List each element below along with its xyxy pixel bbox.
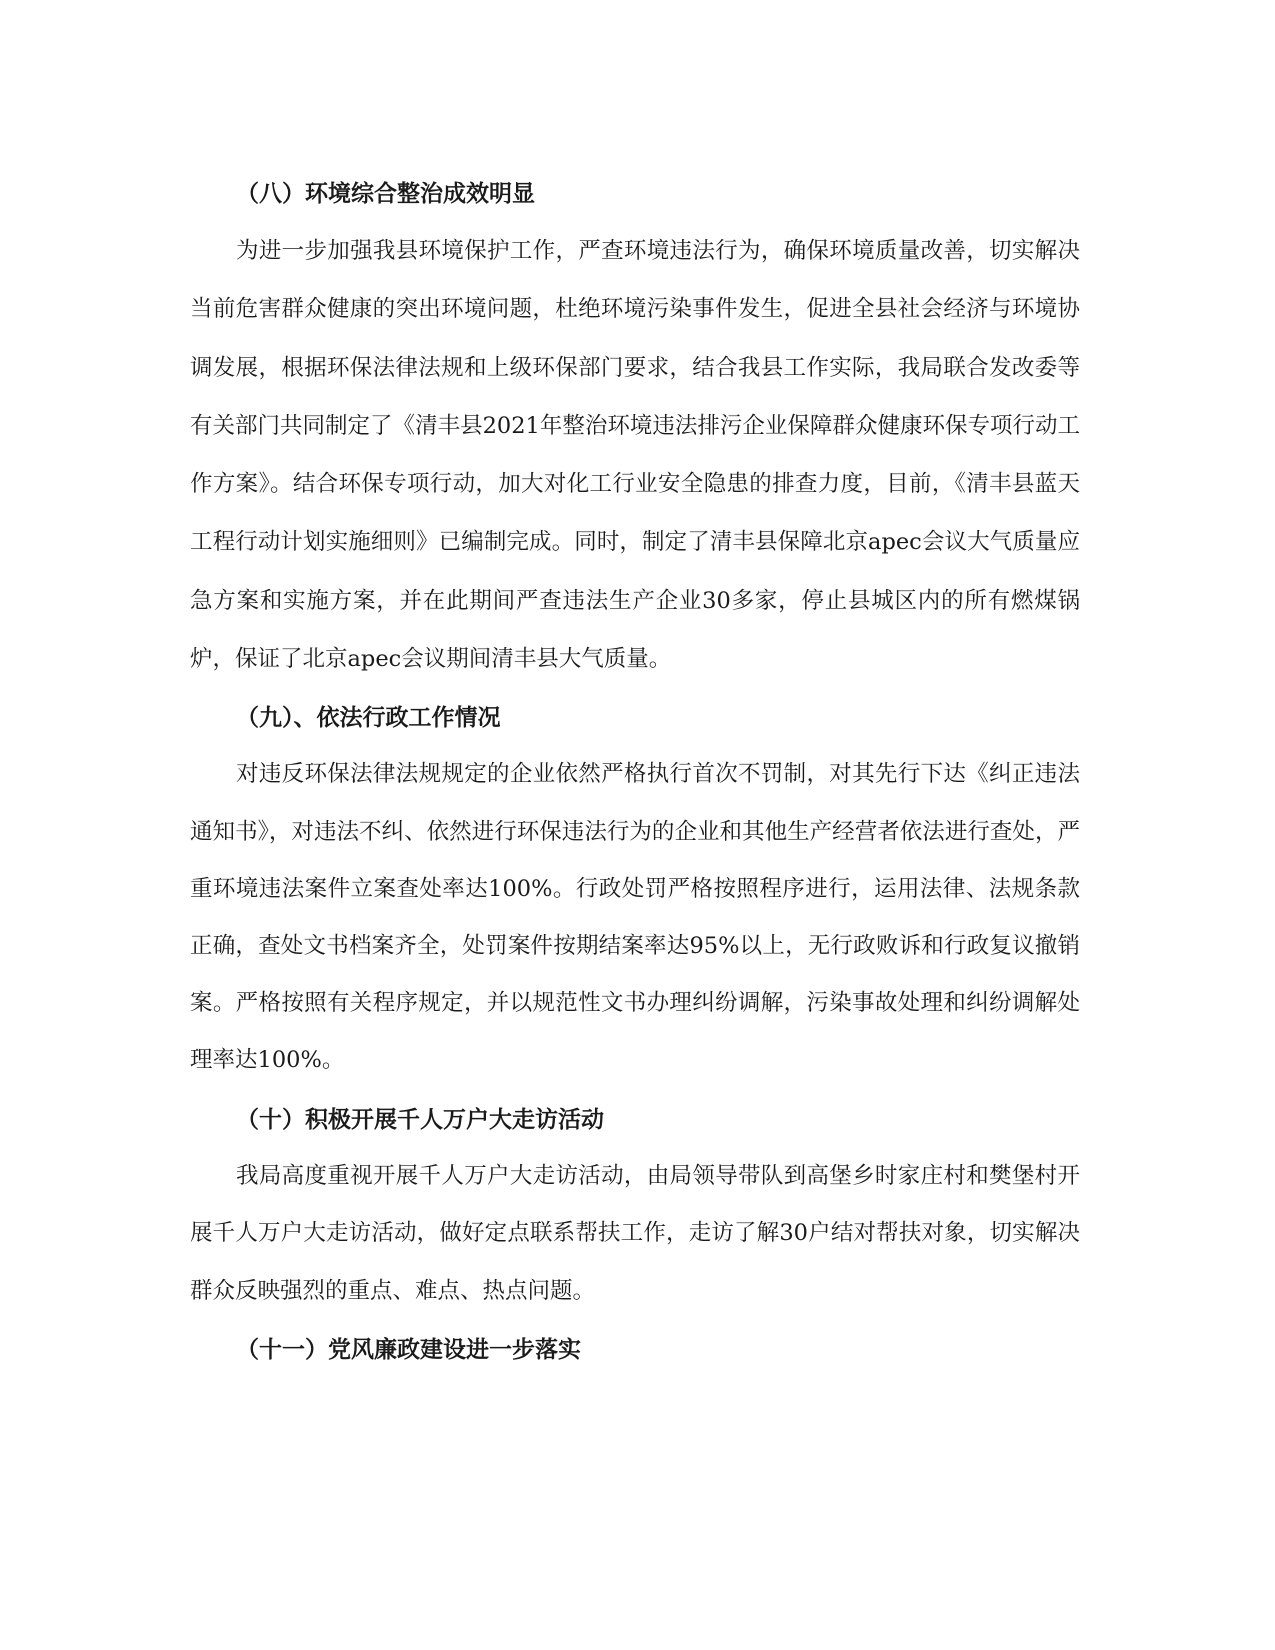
section-heading: （九）、依法行政工作情况 — [236, 705, 501, 732]
section-heading: （八）环境综合整治成效明显 — [236, 181, 535, 207]
section-heading: （十一）党风廉政建设进一步落实 — [236, 1337, 581, 1364]
section-paragraph: 为进一步加强我县环境保护工作，严查环境违法行为，确保环境质量改善，切实解决当前危害群众健康的突出环境问题，杜绝环境污染事件发生，促进全县社会经济与环境协调发展，根据环保法律法规和上级环保部门要求，结合我县工作实际，我局联合发改委等有关部门共同制定了《清丰县2021年整治环境违法排污企业保障群众健康环保专项行动工作方案》。结合环保专项行动，加大对化工行业安全隐患的排查力度，目前，《清丰县蓝天工程行动计划实施细则》已编制完成。同时，制定了清丰县保障北京apec会议大气质量应急方案和实施方案，并在此期间严查违法生产企业30多家，停止县城区内的所有燃煤锅炉，保证了北京apec会议期间清丰县大气质量。 — [190, 238, 1080, 673]
section-paragraph: 我局高度重视开展千人万户大走访活动，由局领导带队到高堡乡时家庄村和樊堡村开展千人万户大走访活动，做好定点联系帮扶工作，走访了解30户结对帮扶对象，切实解决群众反映强烈的重点、难点、热点问题。 — [190, 1162, 1080, 1304]
section-paragraph: 对违反环保法律法规规定的企业依然严格执行首次不罚制，对其先行下达《纠正违法通知书》，对违法不纠、依然进行环保违法行为的企业和其他生产经营者依法进行查处，严重环境违法案件立案查处率达100%。行政处罚严格按照程序进行，运用法律、法规条款正确，查处文书档案齐全，处罚案件按期结案率达95%以上，无行政败诉和行政复议撤销案。严格按照有关程序规定，并以规范性文书办理纠纷调解，污染事故处理和纠纷调解处理率达100%。 — [190, 761, 1080, 1074]
document-body — [190, 166, 1080, 1378]
section-heading: （十）积极开展千人万户大走访活动 — [236, 1106, 604, 1133]
